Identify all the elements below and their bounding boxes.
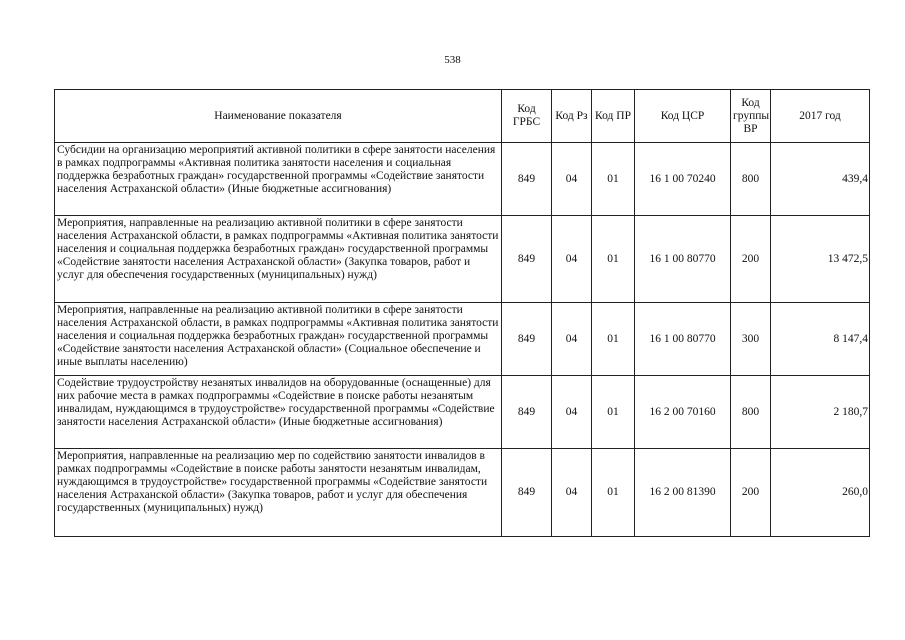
table-row <box>55 449 870 537</box>
cell-pr: 01 <box>592 143 635 216</box>
cell-vr: 200 <box>731 449 771 537</box>
header-csr: Код ЦСР <box>635 90 731 143</box>
cell-name: Мероприятия, направленные на реализацию мер по содействию занятости инвалидов в рамках подпрограммы «Содействие в поиске работы занятости незанятым инвалидам, нуждающимся в трудоустройстве» государственной программы «Содействие занятости населения Астраханской области» (Закупка товаров, работ и услуг для обеспечения государственных (муниципальных) нужд) <box>55 449 502 537</box>
cell-vr: 800 <box>731 143 771 216</box>
cell-amount: 260,0 <box>771 449 870 537</box>
table-row <box>55 216 870 303</box>
cell-csr: 16 1 00 80770 <box>635 216 731 303</box>
cell-pr: 01 <box>592 216 635 303</box>
header-rz: Код Рз <box>552 90 592 143</box>
cell-csr: 16 2 00 70160 <box>635 376 731 449</box>
cell-name: Субсидии на организацию мероприятий активной политики в сфере занятости населения в рамках подпрограммы «Активная политика занятости населения и социальная поддержка безработных граждан» государственной программы «Содействие занятости населения Астраханской области» (Иные бюджетные ассигнования) <box>55 143 502 216</box>
cell-name: Мероприятия, направленные на реализацию активной политики в сфере занятости населения Астраханской области, в рамках подпрограммы «Активная политика занятости населения и социальная поддержка безработных граждан» государственной программы «Содействие занятости населения Астраханской области» (Закупка товаров, работ и услуг для обеспечения государственных (муниципальных) нужд) <box>55 216 502 303</box>
cell-rz: 04 <box>552 143 592 216</box>
table-row <box>55 376 870 449</box>
header-vr: Код группы ВР <box>731 90 771 143</box>
cell-rz: 04 <box>552 376 592 449</box>
cell-grbs: 849 <box>502 449 552 537</box>
cell-rz: 04 <box>552 216 592 303</box>
cell-csr: 16 1 00 70240 <box>635 143 731 216</box>
cell-csr: 16 2 00 81390 <box>635 449 731 537</box>
cell-name: Содействие трудоустройству незанятых инвалидов на оборудованные (оснащенные) для них рабочие места в рамках подпрограммы «Содействие в поиске работы незанятым инвалидам, нуждающимся в трудоустройстве» государственной программы «Содействие занятости населения Астраханской области» (Иные бюджетные ассигнования) <box>55 376 502 449</box>
cell-csr: 16 1 00 80770 <box>635 303 731 376</box>
cell-vr: 300 <box>731 303 771 376</box>
header-year: 2017 год <box>771 90 870 143</box>
cell-vr: 800 <box>731 376 771 449</box>
cell-amount: 8 147,4 <box>771 303 870 376</box>
cell-amount: 439,4 <box>771 143 870 216</box>
budget-table <box>54 89 870 537</box>
cell-name: Мероприятия, направленные на реализацию активной политики в сфере занятости населения Астраханской области, в рамках подпрограммы «Активная политика занятости населения и социальная поддержка безработных граждан» государственной программы «Содействие занятости населения Астраханской области» (Социальное обеспечение и иные выплаты населению) <box>55 303 502 376</box>
cell-grbs: 849 <box>502 143 552 216</box>
header-grbs: Код ГРБС <box>502 90 552 143</box>
cell-rz: 04 <box>552 449 592 537</box>
header-row <box>55 90 870 143</box>
table-row <box>55 303 870 376</box>
cell-grbs: 849 <box>502 376 552 449</box>
header-pr: Код ПР <box>592 90 635 143</box>
table-row <box>55 143 870 216</box>
table-header <box>55 90 870 143</box>
cell-grbs: 849 <box>502 303 552 376</box>
cell-pr: 01 <box>592 449 635 537</box>
cell-pr: 01 <box>592 303 635 376</box>
cell-vr: 200 <box>731 216 771 303</box>
table-body <box>55 143 870 537</box>
header-name: Наименование показателя <box>55 90 502 143</box>
cell-amount: 2 180,7 <box>771 376 870 449</box>
cell-pr: 01 <box>592 376 635 449</box>
page-number: 538 <box>444 54 461 66</box>
cell-grbs: 849 <box>502 216 552 303</box>
cell-amount: 13 472,5 <box>771 216 870 303</box>
cell-rz: 04 <box>552 303 592 376</box>
